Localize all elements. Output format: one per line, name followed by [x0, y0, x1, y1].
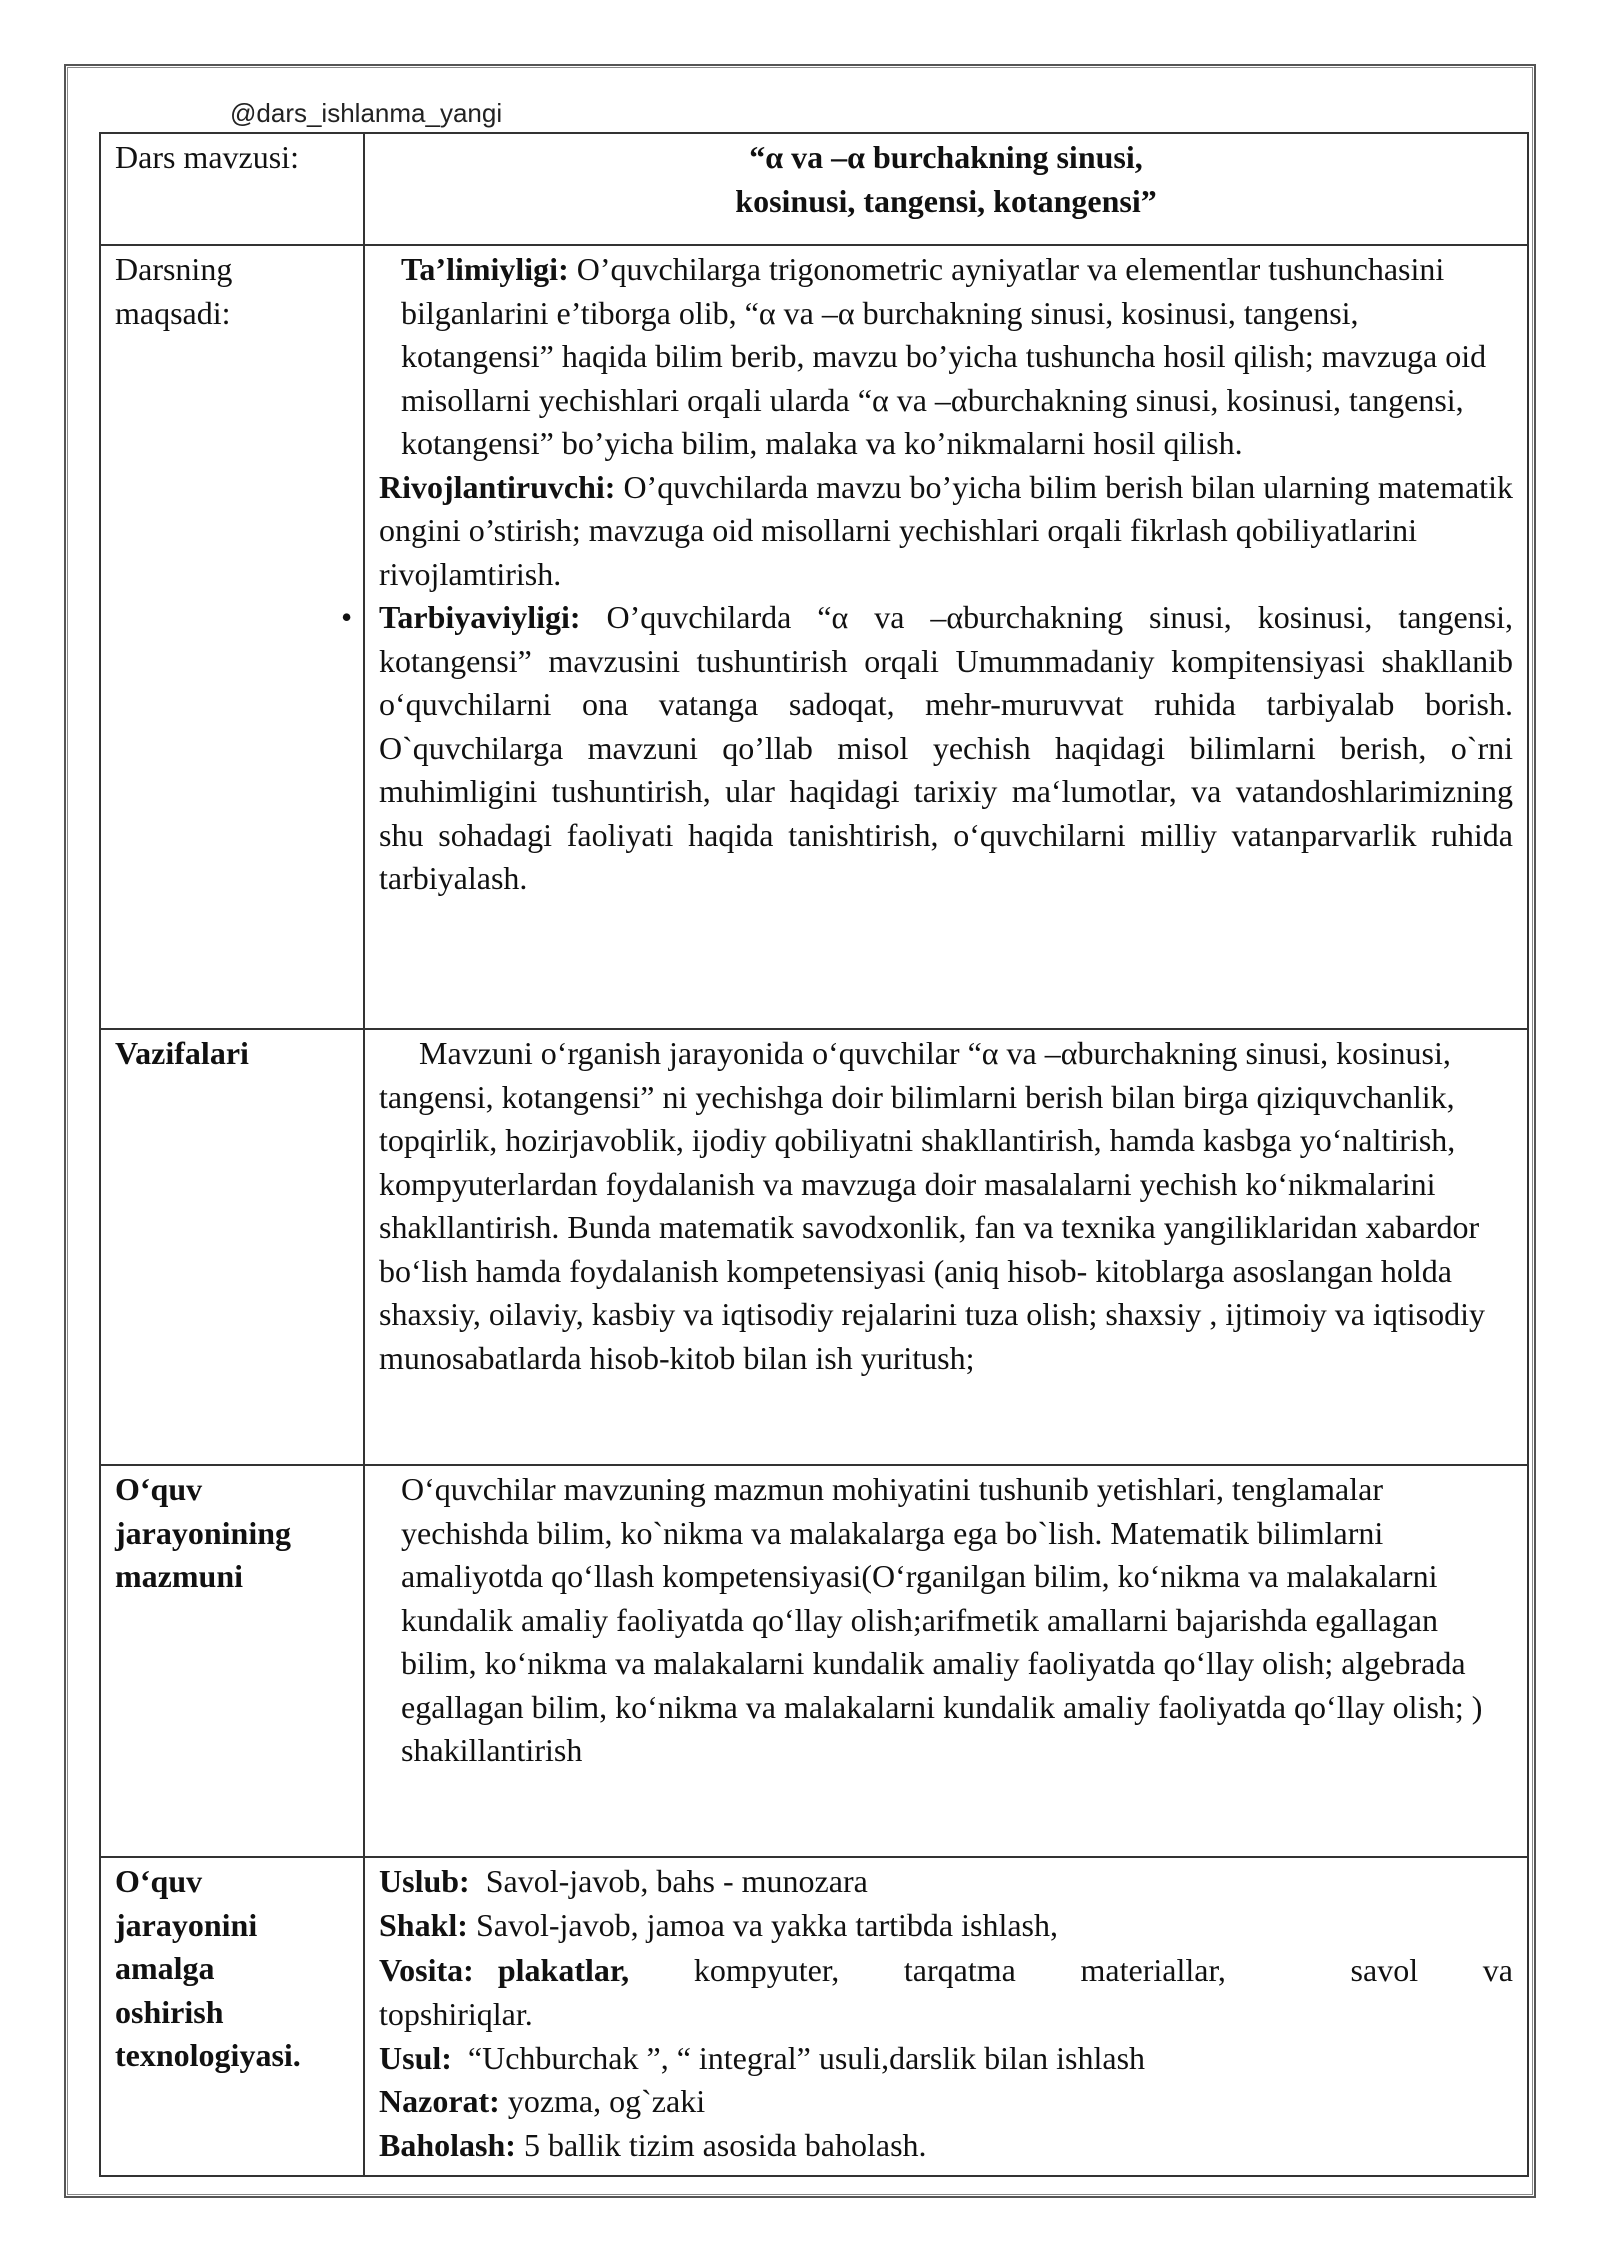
- means-word5: savol: [1350, 1952, 1419, 1988]
- assessment-line: [379, 2124, 1513, 2168]
- developing-text: O’quvchilarda mavzu bo’yicha bilim berish bilan ularning matematik ongini o’stirish; mavzuga oid misollarni yechishlari orqali fikrlash qobiliyatlarini rivojlamtirish.: [379, 468, 1513, 592]
- topic-label: Dars mavzusi:: [115, 139, 299, 175]
- educational-term: Ta’limiyligi:: [401, 251, 569, 287]
- tasks-content-cell: [364, 1029, 1528, 1465]
- content-label-cell: [100, 1465, 364, 1857]
- row-tasks: [100, 1029, 1528, 1465]
- method-text: “Uchburchak ”, “ integral” usuli,darslik bilan ishlash: [467, 2039, 1146, 2076]
- technology-label-cell: [100, 1857, 364, 2176]
- tasks-label-cell: [100, 1029, 364, 1465]
- content-label-line1: O‘quv: [115, 1471, 203, 1507]
- technology-content-cell: [364, 1857, 1528, 2176]
- developing-term: Rivojlantiruvchi:: [379, 468, 616, 505]
- topic-title-cell: [364, 133, 1528, 245]
- form-line: [379, 1904, 1513, 1948]
- means-line2: topshiriqlar.: [379, 1996, 533, 2032]
- style-text: Savol-javob, bahs - munozara: [485, 1863, 868, 1899]
- form-term: Shakl:: [379, 1906, 468, 1943]
- technology-label-line5: texnologiyasi.: [115, 2037, 301, 2073]
- technology-label-line3: amalga: [115, 1950, 215, 1986]
- educational-text: O’quvchilarga trigonometric ayniyatlar va elementlar tushunchasini bilganlarini e’tiborga olib, “α va –α burchakning sinusi, kosinusi, tangensi, kotangensi” haqida bilim berib, mavzu bo’yicha tushuncha hosil qilish; mavzuga oid misollarni yechishlari orqali ularda “α va –αburchakning sinusi, kosinusi, tangensi, kotangensi” bo’yicha bilim, malaka va ko’nikmalarni hosil qilish.: [401, 251, 1487, 461]
- topic-title-line2: kosinusi, tangensi, kotangensi”: [735, 182, 1157, 219]
- control-text: yozma, og`zaki: [507, 2083, 706, 2119]
- control-term: Nazorat:: [379, 2083, 500, 2119]
- control-line: [379, 2080, 1513, 2124]
- means-line: [379, 1947, 1513, 1993]
- topic-title-line1: “α va –α burchakning sinusi,: [749, 139, 1143, 175]
- content-label-line2: jarayonining: [115, 1514, 292, 1551]
- upbringing-term: Tarbiyaviyligi:: [379, 599, 581, 635]
- content-text-cell: [364, 1465, 1528, 1857]
- assessment-text: 5 ballik tizim asosida baholash.: [523, 2126, 927, 2163]
- means-word3: tarqatma: [903, 1952, 1016, 1988]
- technology-label-line2: jarayonini: [115, 1906, 258, 1943]
- form-text: Savol-javob, jamoa va yakka tartibda ishlash,: [475, 1906, 1058, 1943]
- method-line: [379, 2037, 1513, 2081]
- technology-label-line1: O‘quv: [115, 1863, 203, 1899]
- means-word2: kompyuter,: [693, 1952, 840, 1988]
- upbringing-paragraph: [341, 596, 1514, 901]
- style-term: Uslub:: [379, 1863, 470, 1899]
- developing-paragraph: [379, 466, 1513, 597]
- row-topic: [100, 133, 1528, 245]
- row-content: [100, 1465, 1528, 1857]
- means-word1: plakatlar,: [497, 1952, 630, 1988]
- method-term: Usul:: [379, 2039, 452, 2076]
- educational-paragraph: [379, 248, 1513, 466]
- row-goal: [100, 245, 1528, 1029]
- technology-label-line4: oshirish: [115, 1993, 224, 2030]
- lesson-plan-table: [99, 132, 1529, 2177]
- goal-label-line1: Darsning: [115, 251, 233, 287]
- topic-label-cell: [100, 133, 364, 245]
- goal-label-cell: [100, 245, 364, 1029]
- row-technology: [100, 1857, 1528, 2176]
- means-word6: va: [1482, 1952, 1513, 1988]
- goal-content-cell: [341, 245, 1528, 1029]
- style-line: [379, 1860, 1513, 1904]
- goal-label-line2: maqsadi:: [115, 294, 231, 331]
- bullet-icon: •: [341, 599, 353, 635]
- content-label-line3: mazmuni: [115, 1558, 243, 1594]
- assessment-term: Baholash:: [379, 2126, 516, 2163]
- means-word4: materiallar,: [1080, 1952, 1226, 1988]
- means-term: Vosita:: [379, 1952, 474, 1988]
- upbringing-text: O’quvchilarda “α va –αburchakning sinusi, kosinusi, tangensi, kotangensi” mavzusini tushuntirish orqali Umummadaniy kompitensiyasi shakllanib o‘quvchilarni ona vatanga sadoqat, mehr-muruvvat ruhida tarbiyalab borish. O`quvchilarga mavzuni qo’llab misol yechish haqidagi bilimlarni berish, o`rni muhimligini tushuntirish, ular haqidagi tarixiy ma‘lumotlar, va vatandoshlarimizning shu sohadagi faoliyati haqida tanishtirish, o‘quvchilarni milliy vatanparvarlik ruhida tarbiyalash.: [379, 599, 1514, 896]
- tasks-text: Mavzuni o‘rganish jarayonida o‘quvchilar “α va –αburchakning sinusi, kosinusi, tangensi, kotangensi” ni yechishga doir bilimlarni berish bilan birga qiziquvchanlik, topqirlik, hozirjavoblik, ijodiy qobiliyatni shakllantirish, hamda kasbga yo‘naltirish, kompyuterlardan foydalanish va mavzuga doir masalalarni yechish ko‘nikmalarini shakllantirish. Bunda matematik savodxonlik, fan va texnika yangiliklaridan xabardor bo‘lish hamda foydalanish kompetensiyasi (aniq hisob- kitoblarga asoslangan holda shaxsiy, oilaviy, kasbiy va iqtisodiy rejalarini tuza olish; shaxsiy , ijtimoiy va iqtisodiy munosabatlarda hisob-kitob bilan ish yuritush;: [379, 1035, 1485, 1376]
- tasks-label: Vazifalari: [115, 1035, 249, 1071]
- watermark: @dars_ishlanma_yangi: [230, 98, 503, 128]
- content-text: O‘quvchilar mavzuning mazmun mohiyatini tushunib yetishlari, tenglamalar yechishda bilim, ko`nikma va malakalarga ega bo`lish. Matematik bilimlarni amaliyotda qo‘llash kompetensiyasi(O‘rganilgan bilim, ko‘nikma va malakalarni kundalik amaliy faoliyatda qo‘llay olish;arifmetik amallarni bajarishda egallagan bilim, ko‘nikma va malakalarni kundalik amaliy faoliyatda qo‘llay olish; algebrada egallagan bilim, ko‘nikma va malakalarni kundalik amaliy faoliyatda qo‘llay olish; ) shakillantirish: [401, 1471, 1483, 1768]
